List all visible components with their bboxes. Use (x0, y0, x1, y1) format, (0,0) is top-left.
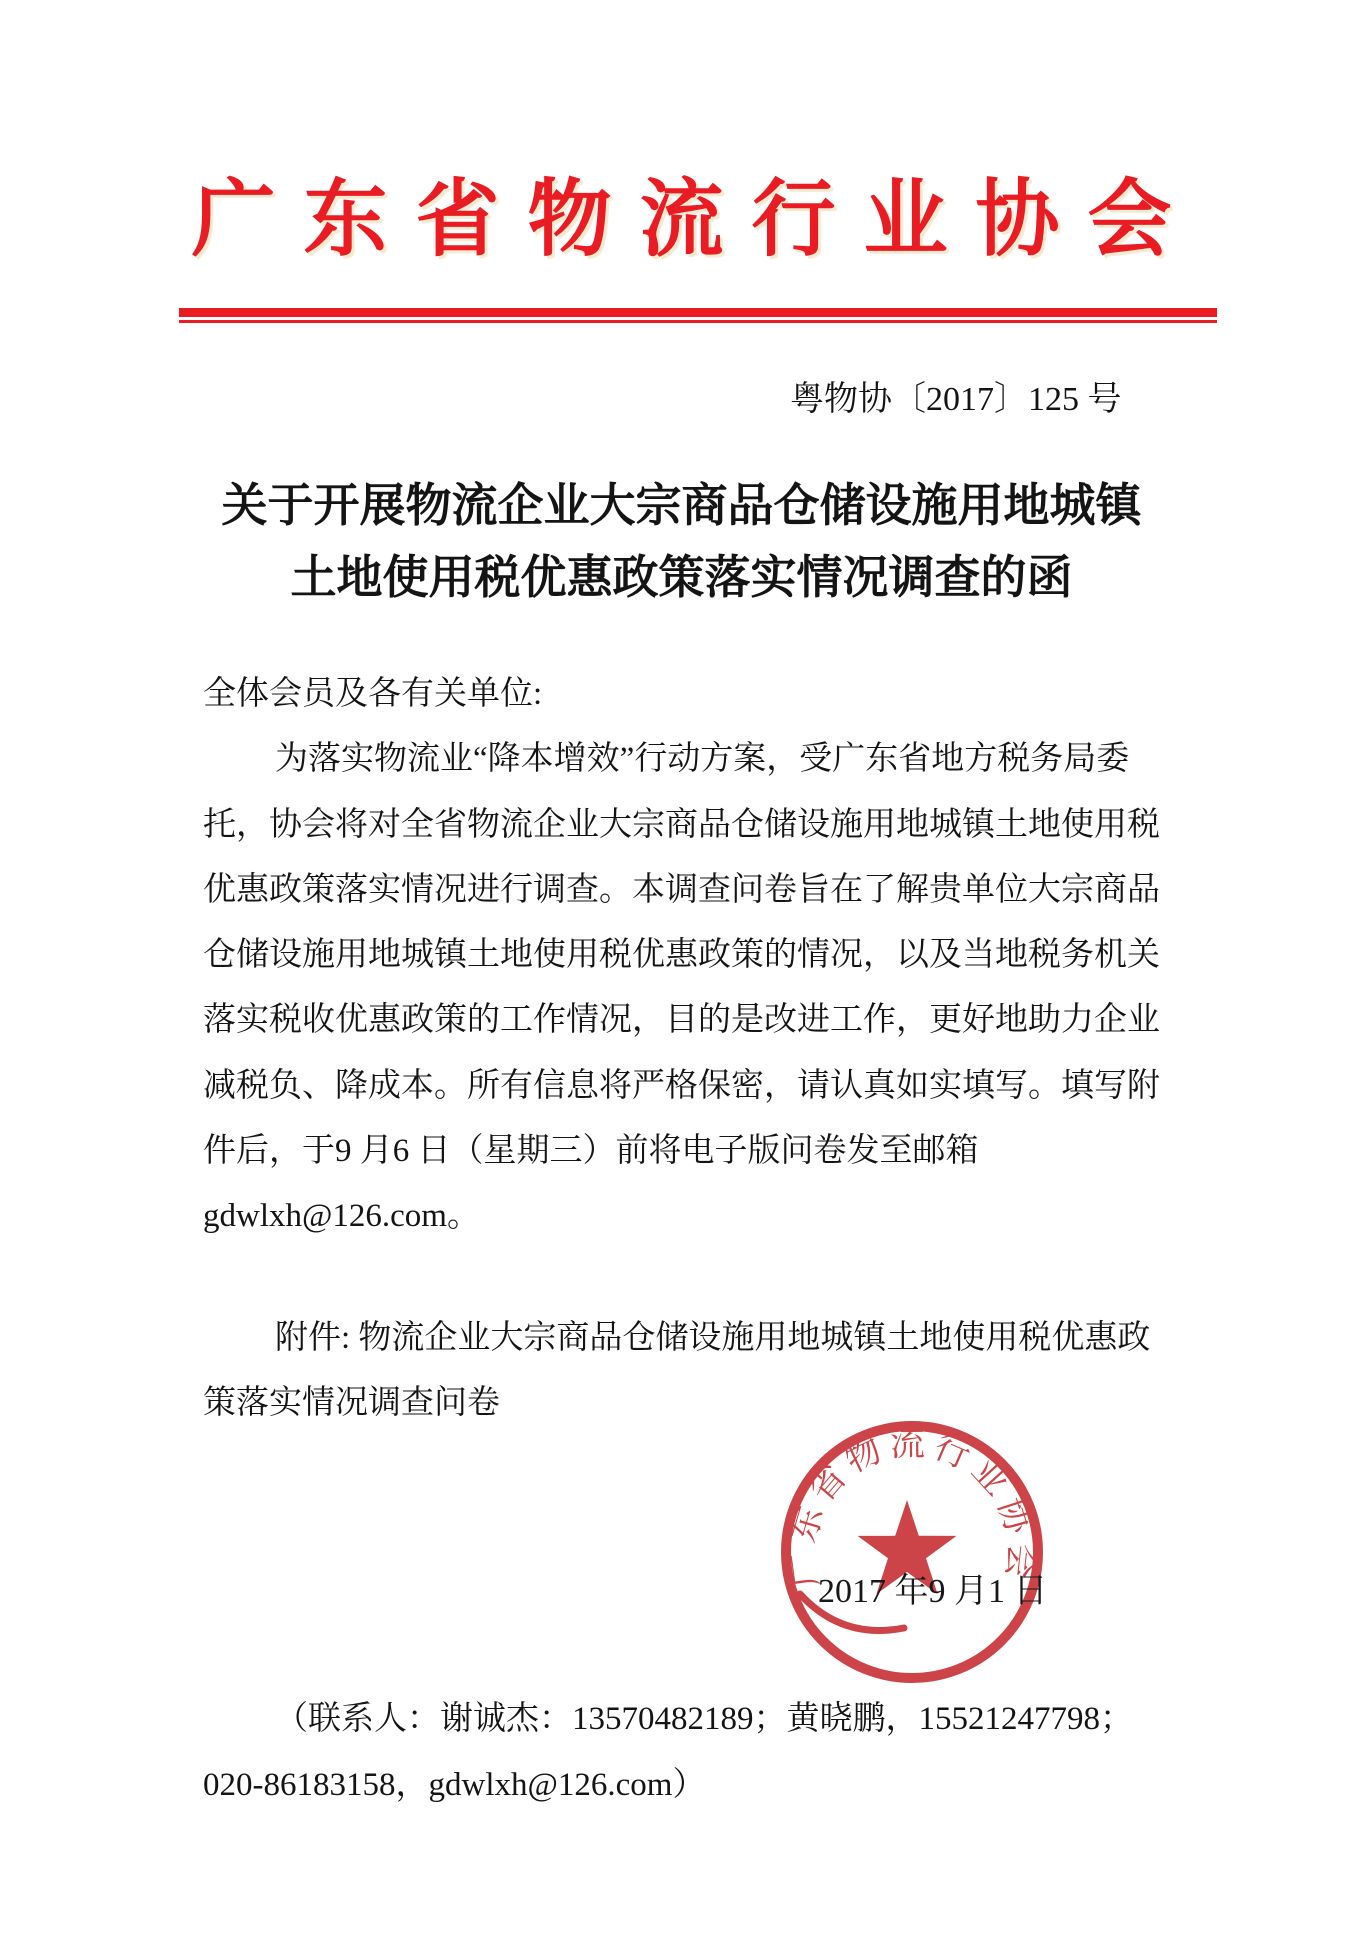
letterhead-rule-thick (179, 308, 1217, 317)
body-line: 托，协会将对全省物流企业大宗商品仓储设施用地城镇土地使用税 (203, 806, 1160, 843)
contact-line: 020-86183158，gdwlxh@126.com） (203, 1767, 706, 1803)
doc-title-line: 土地使用税优惠政策落实情况调查的函 (290, 552, 1073, 603)
contact-paragraph (203, 1686, 1223, 1818)
letterhead-rule-thin (179, 320, 1217, 323)
body-line: 为落实物流业“降本增效”行动方案，受广东省地方税务局委 (275, 741, 1130, 778)
body-block (203, 662, 1193, 1436)
body-line: gdwlxh@126.com。 (203, 1198, 480, 1235)
body-line: 件后，于9 月6 日（星期三）前将电子版问卷发至邮箱 (203, 1133, 979, 1170)
signature-date: 2017 年9 月1 日 (818, 1573, 1048, 1610)
org-title: 广东省物流行业协会 (191, 174, 1200, 267)
attachment-line: 附件: 物流企业大宗商品仓储设施用地城镇土地使用税优惠政 (275, 1319, 1151, 1356)
body-line: 优惠政策落实情况进行调查。本调查问卷旨在了解贵单位大宗商品 (203, 871, 1160, 908)
salutation: 全体会员及各有关单位: (203, 676, 543, 712)
body-line: 仓储设施用地城镇土地使用税优惠政策的情况，以及当地税务机关 (203, 937, 1160, 974)
body-line: 落实税收优惠政策的工作情况，目的是改进工作，更好地助力企业 (203, 1002, 1160, 1039)
doc-title (0, 470, 1363, 614)
paragraph-spacer (203, 1250, 1193, 1306)
doc-title-line: 关于开展物流企业大宗商品仓储设施用地城镇 (221, 480, 1142, 531)
seal-ring-text: 广东省物流行业协会 (782, 1423, 1042, 1590)
official-seal (762, 1402, 1062, 1702)
attachment-line: 策落实情况调查问卷 (203, 1384, 500, 1421)
contact-line: （联系人：谢诚杰：13570482189；黄晓鹏，15521247798； (275, 1701, 1133, 1737)
doc-number: 粤物协〔2017〕125 号 (790, 381, 1122, 418)
body-paragraph (203, 727, 1193, 1249)
body-line: 减税负、降成本。所有信息将严格保密，请认真如实填写。填写附 (203, 1067, 1160, 1104)
